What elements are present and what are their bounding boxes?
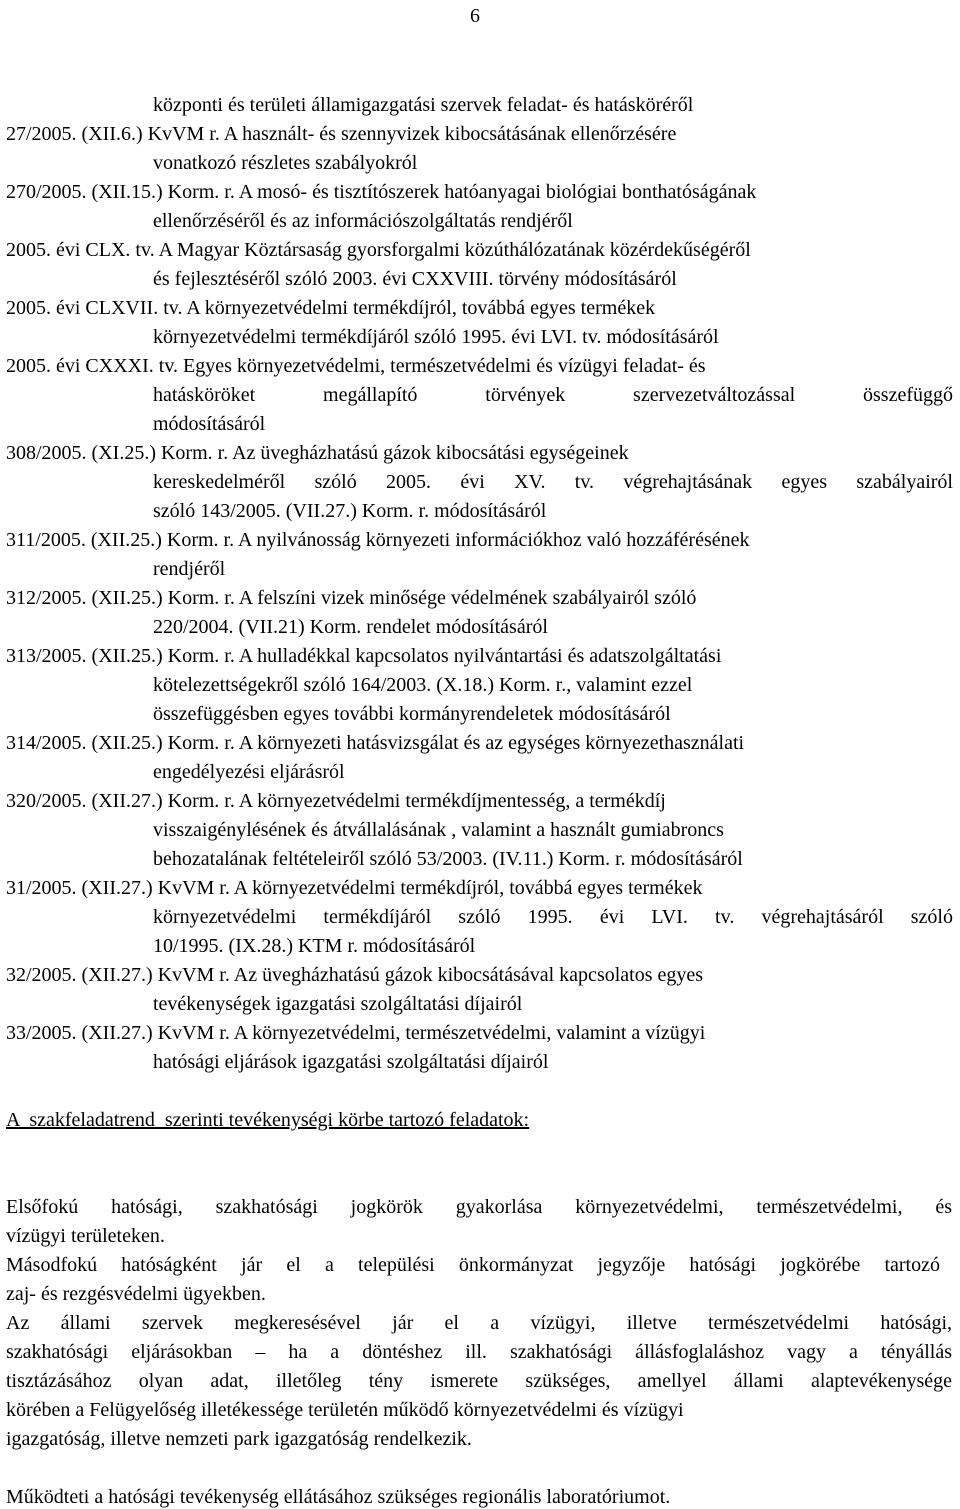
list-line: 312/2005. (XII.25.) Korm. r. A felszíni vizek minősége védelmének szabályairól szóló	[6, 587, 697, 609]
list-line: 33/2005. (XII.27.) KvVM r. A környezetvédelmi, természetvédelmi, valamint a vízügyi	[6, 1022, 706, 1044]
list-line: engedélyezési eljárásról	[153, 761, 345, 783]
list-line: visszaigénylésének és átvállalásának , valamint a használt gumiabroncs	[153, 819, 724, 841]
list-line: 313/2005. (XII.25.) Korm. r. A hulladékkal kapcsolatos nyilvántartási és adatszolgáltatási	[6, 645, 722, 667]
list-line: 27/2005. (XII.6.) KvVM r. A használt- és szennyvizek kibocsátásának ellenőrzésére	[6, 123, 677, 145]
section-heading: A szakfeladatrend szerinti tevékenységi körbe tartozó feladatok:	[6, 1109, 530, 1131]
paragraph-line: Másodfokú hatóságként jár el a települési önkormányzat jegyzője hatósági jogkörébe tartozó	[6, 1254, 940, 1276]
paragraph-line: tisztázásához olyan adat, illetőleg tény ismerete szükséges, amellyel állami alaptevékenysége	[6, 1370, 952, 1392]
paragraph-line: igazgatóság, illetve nemzeti park igazgatóság rendelkezik.	[6, 1428, 472, 1450]
paragraph-line: szakhatósági eljárásokban – ha a döntéshez ill. szakhatósági állásfoglaláshoz vagy a tényállás	[6, 1341, 952, 1363]
list-line: rendjéről	[153, 558, 226, 580]
list-line: 2005. évi CLXVII. tv. A környezetvédelmi termékdíjról, továbbá egyes termékek	[6, 297, 656, 319]
list-line: összefüggésben egyes további kormányrendeletek módosításáról	[153, 703, 671, 725]
page-number: 6	[470, 5, 480, 27]
list-line: szóló 143/2005. (VII.27.) Korm. r. módosításáról	[153, 500, 547, 522]
paragraph-line: Az állami szervek megkeresésével jár el a vízügyi, illetve természetvédelmi hatósági,	[6, 1312, 952, 1334]
list-line: központi és területi államigazgatási szervek feladat- és hatásköréről	[153, 94, 694, 116]
list-line: módosításáról	[153, 413, 266, 435]
list-line: 31/2005. (XII.27.) KvVM r. A környezetvédelmi termékdíjról, továbbá egyes termékek	[6, 877, 703, 899]
list-line: 220/2004. (VII.21) Korm. rendelet módosításáról	[153, 616, 548, 638]
list-line: tevékenységek igazgatási szolgáltatási díjairól	[153, 993, 523, 1015]
list-line: vonatkozó részletes szabályokról	[153, 152, 418, 174]
list-line: 32/2005. (XII.27.) KvVM r. Az üvegházhatású gázok kibocsátásával kapcsolatos egyes	[6, 964, 704, 986]
list-line: 311/2005. (XII.25.) Korm. r. A nyilvánosság környezeti információkhoz való hozzáférésének	[6, 529, 750, 551]
list-line: és fejlesztéséről szóló 2003. évi CXXVIII. törvény módosításáról	[153, 268, 677, 290]
list-line: behozatalának feltételeiről szóló 53/2003. (IV.11.) Korm. r. módosításáról	[153, 848, 743, 870]
list-line: kereskedelméről szóló 2005. évi XV. tv. végrehajtásának egyes szabályairól	[153, 471, 953, 493]
list-line: 2005. évi CLX. tv. A Magyar Köztársaság gyorsforgalmi közúthálózatának közérdekűségéről	[6, 239, 751, 261]
list-line: 314/2005. (XII.25.) Korm. r. A környezeti hatásvizsgálat és az egységes környezethasználati	[6, 732, 745, 754]
list-line: 2005. évi CXXXI. tv. Egyes környezetvédelmi, természetvédelmi és vízügyi feladat- és	[6, 355, 706, 377]
paragraph-line: vízügyi területeken.	[6, 1225, 165, 1247]
paragraph-line: zaj- és rezgésvédelmi ügyekben.	[6, 1283, 266, 1305]
paragraph-line: Működteti a hatósági tevékenység ellátásához szükséges regionális laboratóriumot.	[6, 1486, 671, 1508]
list-line: 10/1995. (IX.28.) KTM r. módosításáról	[153, 935, 476, 957]
list-line: hatásköröket megállapító törvények szervezetváltozással összefüggő	[153, 384, 953, 406]
list-line: kötelezettségekről szóló 164/2003. (X.18.) Korm. r., valamint ezzel	[153, 674, 693, 696]
list-line: 270/2005. (XII.15.) Korm. r. A mosó- és tisztítószerek hatóanyagai biológiai bonthatóságának	[6, 181, 757, 203]
list-line: környezetvédelmi termékdíjáról szóló 1995. évi LVI. tv. végrehajtásáról szóló	[153, 906, 953, 928]
paragraph-line: körében a Felügyelőség illetékessége területén működő környezetvédelmi és vízügyi	[6, 1399, 684, 1421]
list-line: 308/2005. (XI.25.) Korm. r. Az üvegházhatású gázok kibocsátási egységeinek	[6, 442, 629, 464]
list-line: környezetvédelmi termékdíjáról szóló 1995. évi LVI. tv. módosításáról	[153, 326, 719, 348]
paragraph-line: Elsőfokú hatósági, szakhatósági jogkörök gyakorlása környezetvédelmi, természetvédelmi, és	[6, 1196, 952, 1218]
list-line: ellenőrzéséről és az információszolgáltatás rendjéről	[153, 210, 573, 232]
list-line: 320/2005. (XII.27.) Korm. r. A környezetvédelmi termékdíjmentesség, a termékdíj	[6, 790, 666, 812]
list-line: hatósági eljárások igazgatási szolgáltatási díjairól	[153, 1051, 549, 1073]
